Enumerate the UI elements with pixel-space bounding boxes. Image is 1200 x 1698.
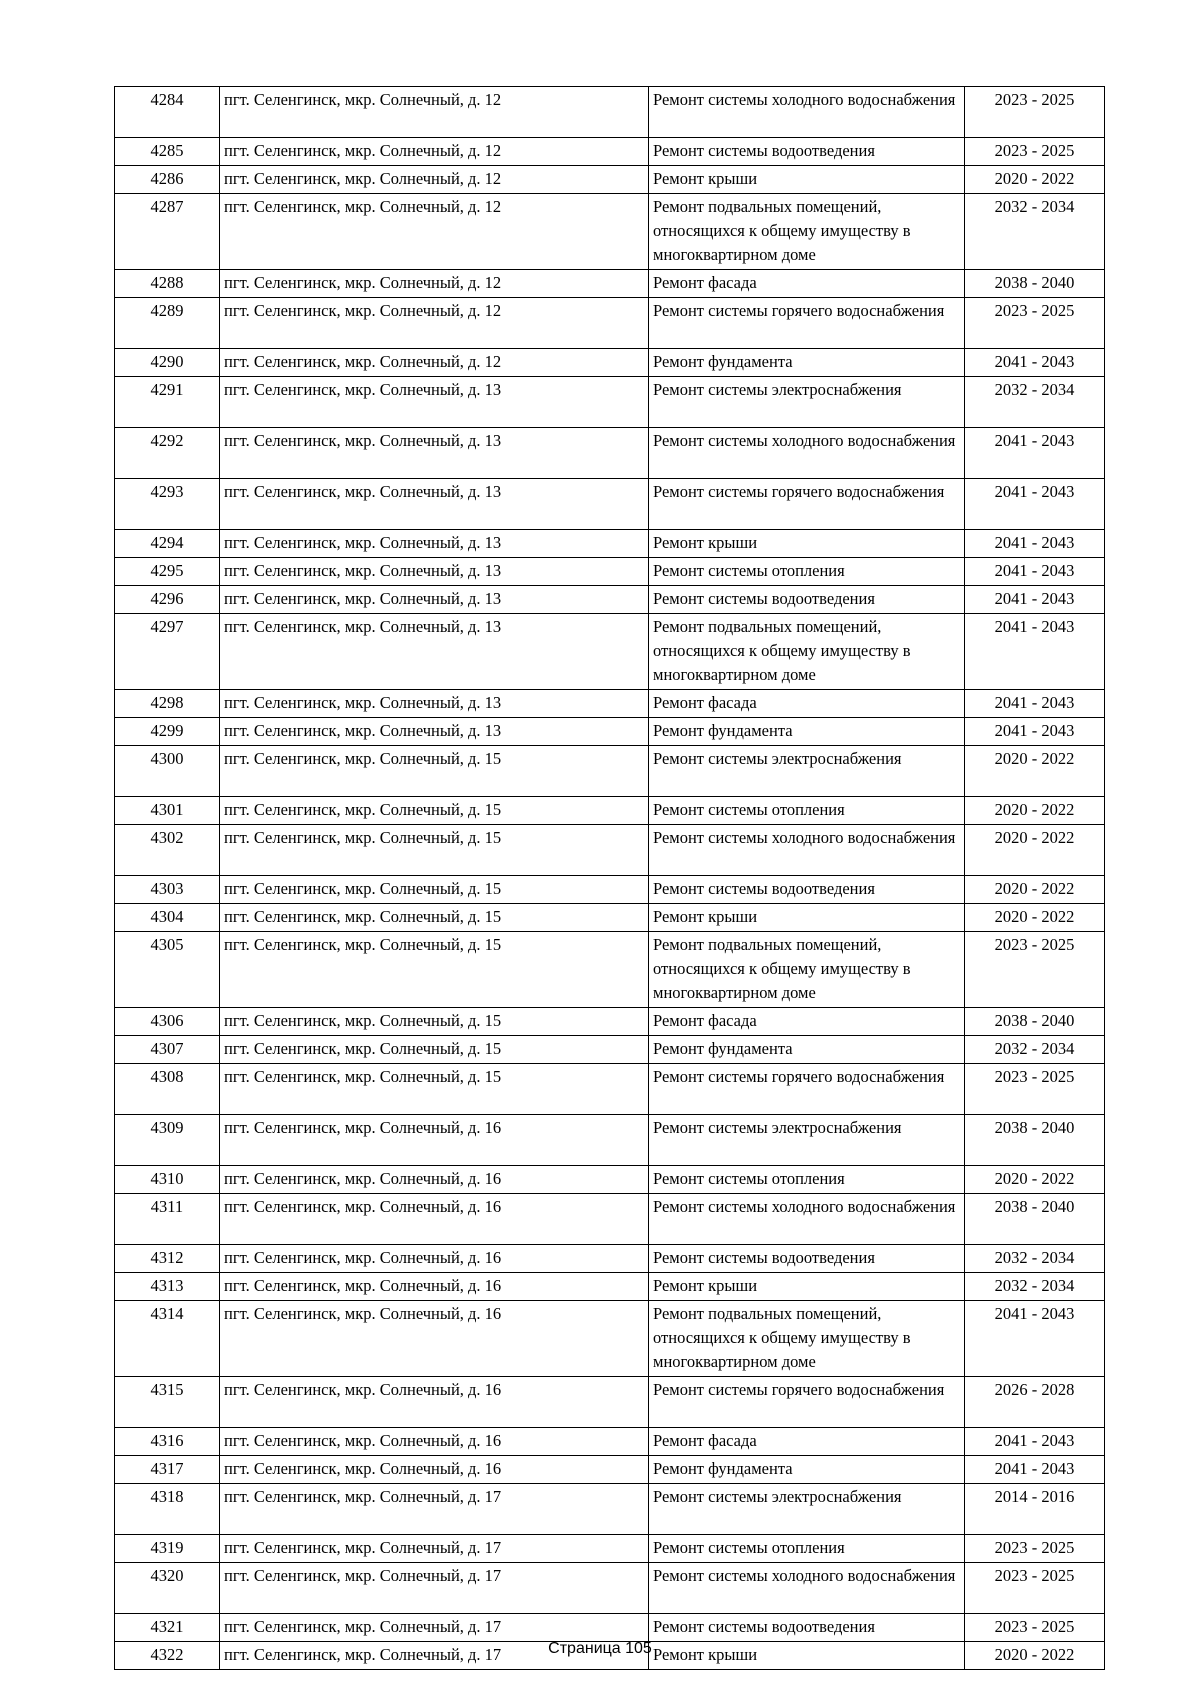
row-number: 4321	[115, 1614, 220, 1642]
row-period: 2041 - 2043	[965, 1428, 1105, 1456]
row-period: 2041 - 2043	[965, 558, 1105, 586]
row-address: пгт. Селенгинск, мкр. Солнечный, д. 12	[220, 270, 649, 298]
row-period: 2023 - 2025	[965, 1563, 1105, 1614]
row-address: пгт. Селенгинск, мкр. Солнечный, д. 13	[220, 479, 649, 530]
row-number: 4286	[115, 166, 220, 194]
row-work-type: Ремонт системы отопления	[649, 1535, 965, 1563]
row-period: 2041 - 2043	[965, 690, 1105, 718]
row-number: 4308	[115, 1064, 220, 1115]
row-work-type: Ремонт фундамента	[649, 349, 965, 377]
row-address: пгт. Селенгинск, мкр. Солнечный, д. 17	[220, 1614, 649, 1642]
table-row	[115, 1273, 1105, 1301]
row-period: 2032 - 2034	[965, 377, 1105, 428]
row-number: 4309	[115, 1115, 220, 1166]
row-number: 4288	[115, 270, 220, 298]
row-address: пгт. Селенгинск, мкр. Солнечный, д. 12	[220, 194, 649, 270]
row-number: 4296	[115, 586, 220, 614]
table-row	[115, 825, 1105, 876]
row-number: 4310	[115, 1166, 220, 1194]
row-work-type: Ремонт системы водоотведения	[649, 586, 965, 614]
row-period: 2014 - 2016	[965, 1484, 1105, 1535]
row-address: пгт. Селенгинск, мкр. Солнечный, д. 17	[220, 1642, 649, 1670]
row-work-type: Ремонт крыши	[649, 1642, 965, 1670]
row-period: 2020 - 2022	[965, 1642, 1105, 1670]
row-work-type: Ремонт системы электроснабжения	[649, 1115, 965, 1166]
row-address: пгт. Селенгинск, мкр. Солнечный, д. 15	[220, 1036, 649, 1064]
row-address: пгт. Селенгинск, мкр. Солнечный, д. 15	[220, 1064, 649, 1115]
table-row	[115, 349, 1105, 377]
row-period: 2041 - 2043	[965, 428, 1105, 479]
row-work-type: Ремонт подвальных помещений, относящихся к общему имуществу в многоквартирном доме	[649, 932, 965, 1008]
row-number: 4316	[115, 1428, 220, 1456]
row-address: пгт. Селенгинск, мкр. Солнечный, д. 16	[220, 1166, 649, 1194]
row-number: 4290	[115, 349, 220, 377]
row-period: 2023 - 2025	[965, 1064, 1105, 1115]
row-work-type: Ремонт крыши	[649, 904, 965, 932]
row-number: 4291	[115, 377, 220, 428]
row-number: 4304	[115, 904, 220, 932]
row-number: 4289	[115, 298, 220, 349]
row-work-type: Ремонт системы отопления	[649, 797, 965, 825]
row-work-type: Ремонт крыши	[649, 166, 965, 194]
row-number: 4293	[115, 479, 220, 530]
row-address: пгт. Селенгинск, мкр. Солнечный, д. 16	[220, 1273, 649, 1301]
row-period: 2032 - 2034	[965, 1245, 1105, 1273]
row-number: 4320	[115, 1563, 220, 1614]
page-number: Страница 105	[548, 1640, 652, 1657]
row-address: пгт. Селенгинск, мкр. Солнечный, д. 15	[220, 746, 649, 797]
table-row	[115, 1166, 1105, 1194]
row-address: пгт. Селенгинск, мкр. Солнечный, д. 12	[220, 138, 649, 166]
row-work-type: Ремонт фундамента	[649, 718, 965, 746]
table-row	[115, 932, 1105, 1008]
row-work-type: Ремонт фасада	[649, 270, 965, 298]
row-period: 2041 - 2043	[965, 479, 1105, 530]
row-work-type: Ремонт системы холодного водоснабжения	[649, 87, 965, 138]
row-number: 4300	[115, 746, 220, 797]
row-work-type: Ремонт крыши	[649, 530, 965, 558]
row-work-type: Ремонт системы отопления	[649, 1166, 965, 1194]
works-table-body	[115, 87, 1105, 1670]
row-address: пгт. Селенгинск, мкр. Солнечный, д. 16	[220, 1428, 649, 1456]
row-number: 4322	[115, 1642, 220, 1670]
table-row	[115, 1036, 1105, 1064]
row-address: пгт. Селенгинск, мкр. Солнечный, д. 15	[220, 797, 649, 825]
row-number: 4284	[115, 87, 220, 138]
row-period: 2023 - 2025	[965, 1535, 1105, 1563]
table-row	[115, 298, 1105, 349]
row-period: 2041 - 2043	[965, 586, 1105, 614]
row-work-type: Ремонт фасада	[649, 1008, 965, 1036]
row-period: 2032 - 2034	[965, 194, 1105, 270]
row-period: 2032 - 2034	[965, 1273, 1105, 1301]
table-row	[115, 479, 1105, 530]
table-row	[115, 138, 1105, 166]
row-number: 4315	[115, 1377, 220, 1428]
row-address: пгт. Селенгинск, мкр. Солнечный, д. 15	[220, 825, 649, 876]
row-work-type: Ремонт фасада	[649, 690, 965, 718]
row-work-type: Ремонт системы горячего водоснабжения	[649, 1064, 965, 1115]
row-address: пгт. Селенгинск, мкр. Солнечный, д. 16	[220, 1245, 649, 1273]
table-row	[115, 1456, 1105, 1484]
table-row	[115, 194, 1105, 270]
row-work-type: Ремонт фасада	[649, 1428, 965, 1456]
row-address: пгт. Селенгинск, мкр. Солнечный, д. 13	[220, 690, 649, 718]
row-address: пгт. Селенгинск, мкр. Солнечный, д. 17	[220, 1535, 649, 1563]
row-work-type: Ремонт подвальных помещений, относящихся к общему имуществу в многоквартирном доме	[649, 614, 965, 690]
row-work-type: Ремонт системы холодного водоснабжения	[649, 1563, 965, 1614]
row-number: 4301	[115, 797, 220, 825]
row-work-type: Ремонт крыши	[649, 1273, 965, 1301]
row-number: 4318	[115, 1484, 220, 1535]
row-work-type: Ремонт системы электроснабжения	[649, 746, 965, 797]
works-table	[114, 86, 1105, 1670]
table-row	[115, 1064, 1105, 1115]
row-address: пгт. Селенгинск, мкр. Солнечный, д. 16	[220, 1377, 649, 1428]
row-period: 2023 - 2025	[965, 87, 1105, 138]
row-number: 4295	[115, 558, 220, 586]
row-work-type: Ремонт системы холодного водоснабжения	[649, 825, 965, 876]
row-period: 2041 - 2043	[965, 349, 1105, 377]
table-row	[115, 1301, 1105, 1377]
row-number: 4319	[115, 1535, 220, 1563]
row-address: пгт. Селенгинск, мкр. Солнечный, д. 12	[220, 166, 649, 194]
row-work-type: Ремонт системы водоотведения	[649, 876, 965, 904]
row-period: 2038 - 2040	[965, 1194, 1105, 1245]
row-address: пгт. Селенгинск, мкр. Солнечный, д. 17	[220, 1484, 649, 1535]
table-row	[115, 797, 1105, 825]
row-address: пгт. Селенгинск, мкр. Солнечный, д. 13	[220, 530, 649, 558]
row-address: пгт. Селенгинск, мкр. Солнечный, д. 16	[220, 1301, 649, 1377]
row-number: 4292	[115, 428, 220, 479]
table-row	[115, 904, 1105, 932]
table-row	[115, 876, 1105, 904]
table-row	[115, 614, 1105, 690]
row-period: 2020 - 2022	[965, 876, 1105, 904]
row-period: 2041 - 2043	[965, 1456, 1105, 1484]
row-work-type: Ремонт системы отопления	[649, 558, 965, 586]
row-period: 2038 - 2040	[965, 1115, 1105, 1166]
row-period: 2023 - 2025	[965, 1614, 1105, 1642]
row-address: пгт. Селенгинск, мкр. Солнечный, д. 17	[220, 1563, 649, 1614]
row-number: 4298	[115, 690, 220, 718]
row-period: 2020 - 2022	[965, 797, 1105, 825]
row-number: 4306	[115, 1008, 220, 1036]
table-row	[115, 87, 1105, 138]
table-row	[115, 558, 1105, 586]
row-number: 4312	[115, 1245, 220, 1273]
table-row	[115, 1377, 1105, 1428]
table-row	[115, 530, 1105, 558]
row-work-type: Ремонт системы водоотведения	[649, 138, 965, 166]
table-row	[115, 586, 1105, 614]
row-work-type: Ремонт системы водоотведения	[649, 1614, 965, 1642]
row-number: 4317	[115, 1456, 220, 1484]
row-number: 4302	[115, 825, 220, 876]
row-period: 2020 - 2022	[965, 904, 1105, 932]
row-work-type: Ремонт фундамента	[649, 1456, 965, 1484]
table-row	[115, 746, 1105, 797]
table-row	[115, 1563, 1105, 1614]
row-number: 4313	[115, 1273, 220, 1301]
row-address: пгт. Селенгинск, мкр. Солнечный, д. 15	[220, 1008, 649, 1036]
row-number: 4297	[115, 614, 220, 690]
row-address: пгт. Селенгинск, мкр. Солнечный, д. 16	[220, 1115, 649, 1166]
row-address: пгт. Селенгинск, мкр. Солнечный, д. 13	[220, 428, 649, 479]
row-address: пгт. Селенгинск, мкр. Солнечный, д. 15	[220, 876, 649, 904]
row-work-type: Ремонт системы горячего водоснабжения	[649, 1377, 965, 1428]
row-address: пгт. Селенгинск, мкр. Солнечный, д. 15	[220, 932, 649, 1008]
row-period: 2041 - 2043	[965, 1301, 1105, 1377]
row-period: 2041 - 2043	[965, 530, 1105, 558]
row-address: пгт. Селенгинск, мкр. Солнечный, д. 13	[220, 377, 649, 428]
row-period: 2020 - 2022	[965, 825, 1105, 876]
row-work-type: Ремонт системы горячего водоснабжения	[649, 479, 965, 530]
table-row	[115, 690, 1105, 718]
row-address: пгт. Селенгинск, мкр. Солнечный, д. 16	[220, 1456, 649, 1484]
row-number: 4303	[115, 876, 220, 904]
row-address: пгт. Селенгинск, мкр. Солнечный, д. 16	[220, 1194, 649, 1245]
table-row	[115, 377, 1105, 428]
row-period: 2020 - 2022	[965, 166, 1105, 194]
row-period: 2023 - 2025	[965, 138, 1105, 166]
row-period: 2023 - 2025	[965, 298, 1105, 349]
table-row	[115, 1614, 1105, 1642]
row-address: пгт. Селенгинск, мкр. Солнечный, д. 12	[220, 87, 649, 138]
row-address: пгт. Селенгинск, мкр. Солнечный, д. 13	[220, 586, 649, 614]
row-period: 2038 - 2040	[965, 270, 1105, 298]
row-address: пгт. Селенгинск, мкр. Солнечный, д. 15	[220, 904, 649, 932]
row-address: пгт. Селенгинск, мкр. Солнечный, д. 13	[220, 614, 649, 690]
table-row	[115, 1245, 1105, 1273]
table-row	[115, 1194, 1105, 1245]
row-period: 2032 - 2034	[965, 1036, 1105, 1064]
row-address: пгт. Селенгинск, мкр. Солнечный, д. 12	[220, 349, 649, 377]
row-number: 4285	[115, 138, 220, 166]
row-period: 2041 - 2043	[965, 614, 1105, 690]
table-row	[115, 1535, 1105, 1563]
row-work-type: Ремонт фундамента	[649, 1036, 965, 1064]
row-number: 4294	[115, 530, 220, 558]
row-work-type: Ремонт системы холодного водоснабжения	[649, 1194, 965, 1245]
row-work-type: Ремонт системы холодного водоснабжения	[649, 428, 965, 479]
table-row	[115, 270, 1105, 298]
row-number: 4307	[115, 1036, 220, 1064]
row-work-type: Ремонт подвальных помещений, относящихся к общему имуществу в многоквартирном доме	[649, 1301, 965, 1377]
table-row	[115, 166, 1105, 194]
table-row	[115, 1428, 1105, 1456]
table-row	[115, 1008, 1105, 1036]
table-row	[115, 428, 1105, 479]
row-period: 2041 - 2043	[965, 718, 1105, 746]
row-work-type: Ремонт системы водоотведения	[649, 1245, 965, 1273]
row-address: пгт. Селенгинск, мкр. Солнечный, д. 13	[220, 718, 649, 746]
table-row	[115, 1115, 1105, 1166]
row-period: 2026 - 2028	[965, 1377, 1105, 1428]
row-work-type: Ремонт системы электроснабжения	[649, 377, 965, 428]
row-period: 2023 - 2025	[965, 932, 1105, 1008]
row-address: пгт. Селенгинск, мкр. Солнечный, д. 12	[220, 298, 649, 349]
row-number: 4287	[115, 194, 220, 270]
table-row	[115, 1484, 1105, 1535]
row-work-type: Ремонт системы горячего водоснабжения	[649, 298, 965, 349]
row-number: 4314	[115, 1301, 220, 1377]
row-work-type: Ремонт системы электроснабжения	[649, 1484, 965, 1535]
row-work-type: Ремонт подвальных помещений, относящихся к общему имуществу в многоквартирном доме	[649, 194, 965, 270]
row-period: 2020 - 2022	[965, 746, 1105, 797]
table-row	[115, 718, 1105, 746]
row-period: 2038 - 2040	[965, 1008, 1105, 1036]
row-address: пгт. Селенгинск, мкр. Солнечный, д. 13	[220, 558, 649, 586]
row-number: 4305	[115, 932, 220, 1008]
row-period: 2020 - 2022	[965, 1166, 1105, 1194]
row-number: 4299	[115, 718, 220, 746]
row-number: 4311	[115, 1194, 220, 1245]
